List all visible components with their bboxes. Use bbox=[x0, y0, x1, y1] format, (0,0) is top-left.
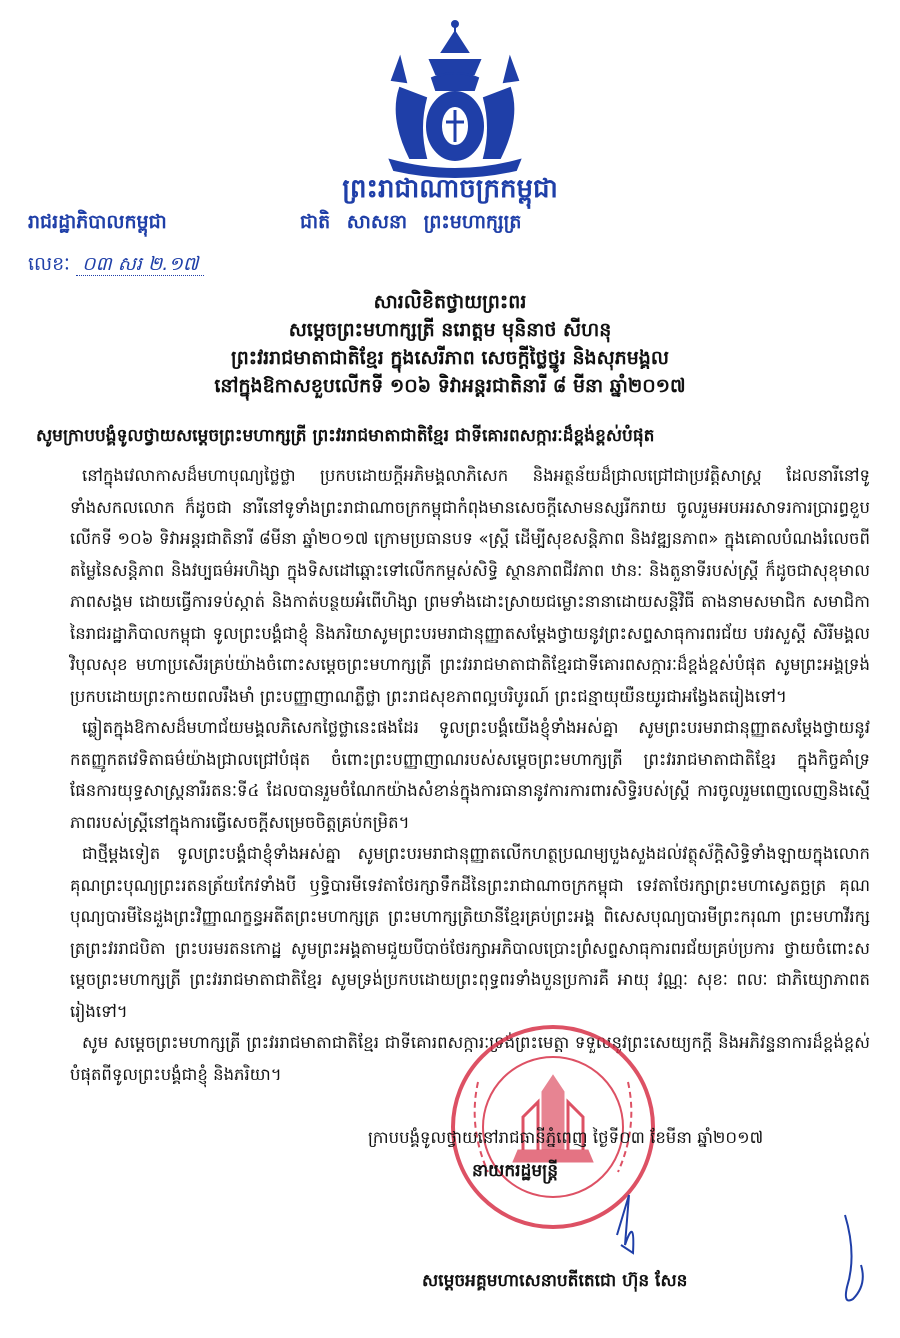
reference-line bbox=[28, 252, 204, 280]
reference-label: លេខៈ bbox=[28, 253, 70, 275]
place-and-date: ក្រាបបង្គំទូលថ្វាយនៅរាជធានីភ្នំពេញ ថ្ងៃទី០៣ ខែមីនា ឆ្នាំ២០១៧ bbox=[368, 1128, 764, 1147]
royal-coat-of-arms-icon bbox=[370, 18, 540, 178]
government-heading: រាជរដ្ឋាភិបាលកម្ពុជា bbox=[28, 211, 167, 233]
reference-number: ០៣ សរ ២.១៧ bbox=[76, 253, 204, 276]
paragraph-3: ជាថ្មីម្តងទៀត ទូលព្រះបង្គំជាខ្ញុំទាំងអស់គ្នា សូមព្រះបរមរាជានុញ្ញាតលើកហត្ថប្រណម្យបួងសួងដល់វត្ថុស័ក្តិសិទ្ធិទាំងឡាយក្នុងលោក គុណព្រះបុណ្យព្រះរតនត្រ័យកែវទាំងបី ឫទ្ធិបារមីទេវតាថែរក្សាទឹកដីនៃព្រះរាជាណាចក្រកម្ពុជា ទេវតាថែរក្សាព្រះមហាស្វេតច្ឆត្រ គុណបុណ្យបារមីនៃដួងព្រះវិញ្ញាណក្ខន្ធអតីតព្រះមហាក្សត្រ ព្រះមហាក្សត្រិយានីខ្មែរគ្រប់ព្រះអង្គ ពិសេសបុណ្យបារមីព្រះករុណា ព្រះមហាវីរក្សត្រព្រះវររាជបិតា ព្រះបរមរតនកោដ្ឋ សូមព្រះអង្គតាមជួយបីបាច់ថែរក្សាអភិបាលប្រោះព្រំសព្ទសាធុការពរជ័យគ្រប់ប្រការ ថ្វាយចំពោះសម្តេចព្រះមហាក្សត្រី ព្រះវររាជមាតាជាតិខ្មែរ សូមទ្រង់ប្រកបដោយព្រះពុទ្ធពរទាំងបួនប្រការគឺ អាយុ វណ្ណៈ សុខៈ ពលៈ ជាភិយ្យោភាពតរៀងទៅ។ bbox=[70, 844, 870, 1021]
letter-title-3: ព្រះវររាជមាតាជាតិខ្មែរ ក្នុងសេរីភាព សេចក្តីថ្លៃថ្នូរ និងសុភមង្គល bbox=[231, 347, 669, 369]
signer-name: សម្តេចអគ្គមហាសេនាបតីតេជោ ហ៊ុន សែន bbox=[422, 1271, 688, 1291]
handwritten-signature-icon bbox=[595, 1175, 885, 1325]
letter-title-1: សារលិខិតថ្វាយព្រះពរ bbox=[373, 291, 527, 313]
salutation: សូមក្រាបបង្គំទូលថ្វាយសម្តេចព្រះមហាក្សត្រី ព្រះវររាជមាតាជាតិខ្មែរ ជាទីគោរពសក្ការៈដ៏ខ្ពង់ខ្ពស់បំផុត bbox=[36, 426, 655, 446]
letter-title-4: នៅក្នុងឱកាសខួបលើកទី ១០៦ ទិវាអន្តរជាតិនារី ៨ មីនា ឆ្នាំ២០១៧ bbox=[214, 375, 686, 397]
paragraph-1: នៅក្នុងវេលាកាសដ៏មហាបុណ្យថ្លៃថ្លា ប្រកបដោយក្តីអភិមង្គលាភិសេក និងអត្ថន័យដ៏ជ្រាលជ្រៅជាប្រវត្តិសាស្ត្រ ដែលនារីនៅទូទាំងសកលលោក ក៏ដូចជា នារីនៅទូទាំងព្រះរាជាណាចក្រកម្ពុជាកំពុងមានសេចក្តីសោមនស្សរីករាយ ចូលរួមអបអរសាទរការប្រារព្ធខួបលើកទី ១០៦ ទិវាអន្តរជាតិនារី ៨មីនា ឆ្នាំ២០១៧ ក្រោមប្រធានបទ «ស្ត្រី ដើម្បីសុខសន្តិភាព និងវឌ្ឍនភាព» ក្នុងគោលបំណងរំលេចពីតម្លៃនៃសន្តិភាព និងវប្បធម៌អហិង្សា ក្នុងទិសដៅឆ្ពោះទៅលើកកម្ពស់សិទ្ធិ ស្ថានភាពជីវភាព ឋានៈ និងតួនាទីរបស់ស្ត្រី ក៏ដូចជាសុខុមាលភាពសង្គម ដោយធ្វើការទប់ស្កាត់ និងកាត់បន្ថយអំពើហិង្សា ព្រមទាំងដោះស្រាយជម្លោះនានាដោយសន្តិវិធី តាងនាមសមាជិក សមាជិកានៃរាជរដ្ឋាភិបាលកម្ពុជា ទូលព្រះបង្គំជាខ្ញុំ និងភរិយាសូមព្រះបរមរាជានុញ្ញាតសម្តែងថ្វាយនូវព្រះសព្ទសាធុការពរជ័យ បវរសួស្តី សិរីមង្គល វិបុលសុខ មហាប្រសើរគ្រប់យ៉ាងចំពោះសម្តេចព្រះមហាក្សត្រី ព្រះវររាជមាតាជាតិខ្មែរជាទីគោរពសក្ការៈដ៏ខ្ពង់ខ្ពស់បំផុត សូមព្រះអង្គទ្រង់ប្រកបដោយព្រះកាយពលរឹងមាំ ព្រះបញ្ញាញាណភ្លឺថ្លា ព្រះរាជសុខភាពល្អបរិបូរណ៍ ព្រះជន្មាយុយឺនយូរជាអង្វែងតរៀងទៅ។ bbox=[70, 466, 870, 706]
signer-title: នាយករដ្ឋមន្ត្រី bbox=[472, 1161, 558, 1181]
letter-title-2: សម្តេចព្រះមហាក្សត្រី នរោត្តម មុនិនាថ សីហនុ bbox=[288, 319, 612, 341]
national-motto: ជាតិ សាសនា ព្រះមហាក្សត្រ bbox=[300, 211, 522, 233]
letter-body bbox=[70, 460, 870, 1090]
kingdom-heading: ព្រះរាជាណាចក្រកម្ពុជា bbox=[342, 174, 558, 204]
paragraph-4: សូម សម្តេចព្រះមហាក្សត្រី ព្រះវររាជមាតាជាតិខ្មែរ ជាទីគោរពសក្ការៈទ្រង់ព្រះមេត្តា ទទួលនូវព្រះសេយ្យកក្តី និងអភិវន្ទនាការដ៏ខ្ពង់ខ្ពស់បំផុតពីទូលព្រះបង្គំជាខ្ញុំ និងភរិយា។ bbox=[70, 1033, 870, 1084]
letter-titles bbox=[40, 288, 860, 400]
paragraph-2: ឆ្លៀតក្នុងឱកាសដ៏មហាជ័យមង្គលភិសេកថ្លៃថ្លានេះផងដែរ ទូលព្រះបង្គំយើងខ្ញុំទាំងអស់គ្នា សូមព្រះបរមរាជានុញ្ញាតសម្តែងថ្វាយនូវកតញ្ញូកតវេទិតាធម៌យ៉ាងជ្រាលជ្រៅបំផុត ចំពោះព្រះបញ្ញាញាណរបស់សម្តេចព្រះមហាក្សត្រី ព្រះវររាជមាតាជាតិខ្មែរ ក្នុងកិច្ចគាំទ្រផែនការយុទ្ធសាស្ត្រនារីរតនៈទី៤ ដែលបានរួមចំណែកយ៉ាងសំខាន់ក្នុងការធានានូវការការពារសិទ្ធិរបស់ស្ត្រី ការចូលរួមពេញលេញនិងស្មើភាពរបស់ស្ត្រីនៅក្នុងការធ្វើសេចក្តីសម្រេចចិត្តគ្រប់កម្រិត។ bbox=[70, 718, 870, 832]
